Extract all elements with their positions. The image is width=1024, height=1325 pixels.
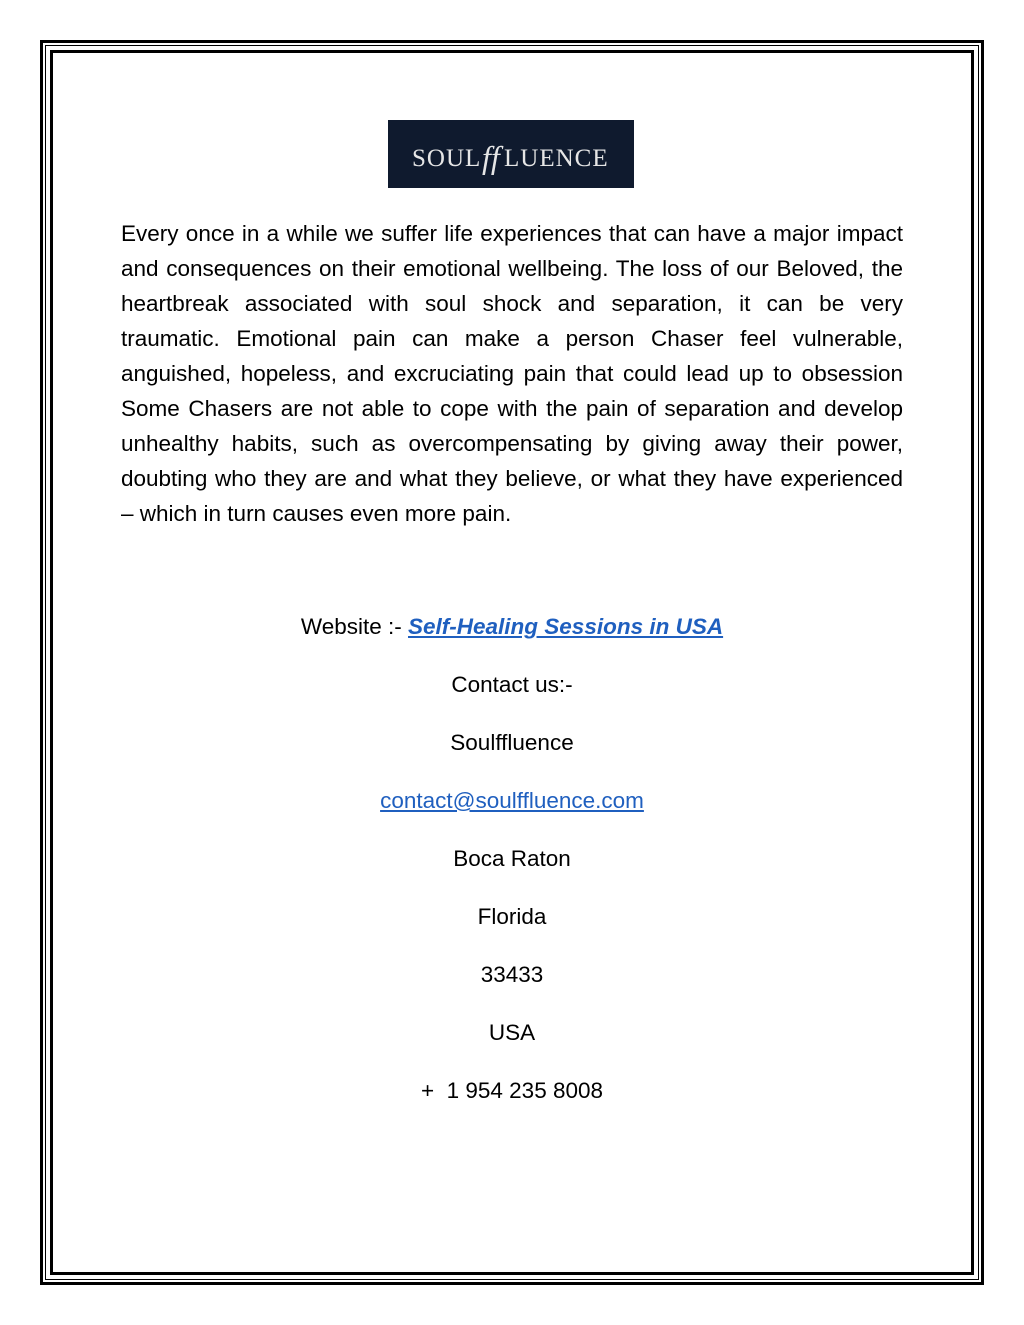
email-line: [121, 786, 903, 816]
city: Boca Raton: [453, 846, 571, 871]
contact-heading: Contact us:-: [451, 672, 573, 697]
country: USA: [488, 1020, 536, 1045]
state: Florida: [477, 904, 547, 929]
zip-code: 33433: [480, 962, 544, 987]
phone-number: + 1 954 235 8008: [420, 1078, 604, 1103]
svg-text:ff: ff: [482, 139, 500, 175]
logo-wordmark: [388, 120, 634, 188]
website-line: [121, 612, 903, 642]
soulffluence-logo: [388, 120, 634, 188]
svg-text:LUENCE: LUENCE: [504, 145, 609, 172]
email-link[interactable]: contact@soulffluence.com: [380, 788, 644, 813]
website-label: Website :-: [300, 614, 409, 639]
svg-text:SOUL: SOUL: [412, 145, 482, 172]
intro-paragraph: Every once in a while we suffer life experiences that can have a major impact and consequences on their emotional wellbeing. The loss of our Beloved, the heartbreak associated with soul shock and separation, it can be very traumatic. Emotional pain can make a person Chaser feel vulnerable, anguished, hopeless, and excruciating pain that could lead up to obsession Some Chasers are not able to cope with the pain of separation and develop unhealthy habits, such as overcompensating by giving away their power, doubting who they are and what they believe, or what they have experienced – which in turn causes even more pain.: [121, 221, 903, 526]
self-healing-sessions-link[interactable]: Self-Healing Sessions in USA: [408, 614, 724, 639]
company-name: Soulffluence: [450, 730, 574, 755]
